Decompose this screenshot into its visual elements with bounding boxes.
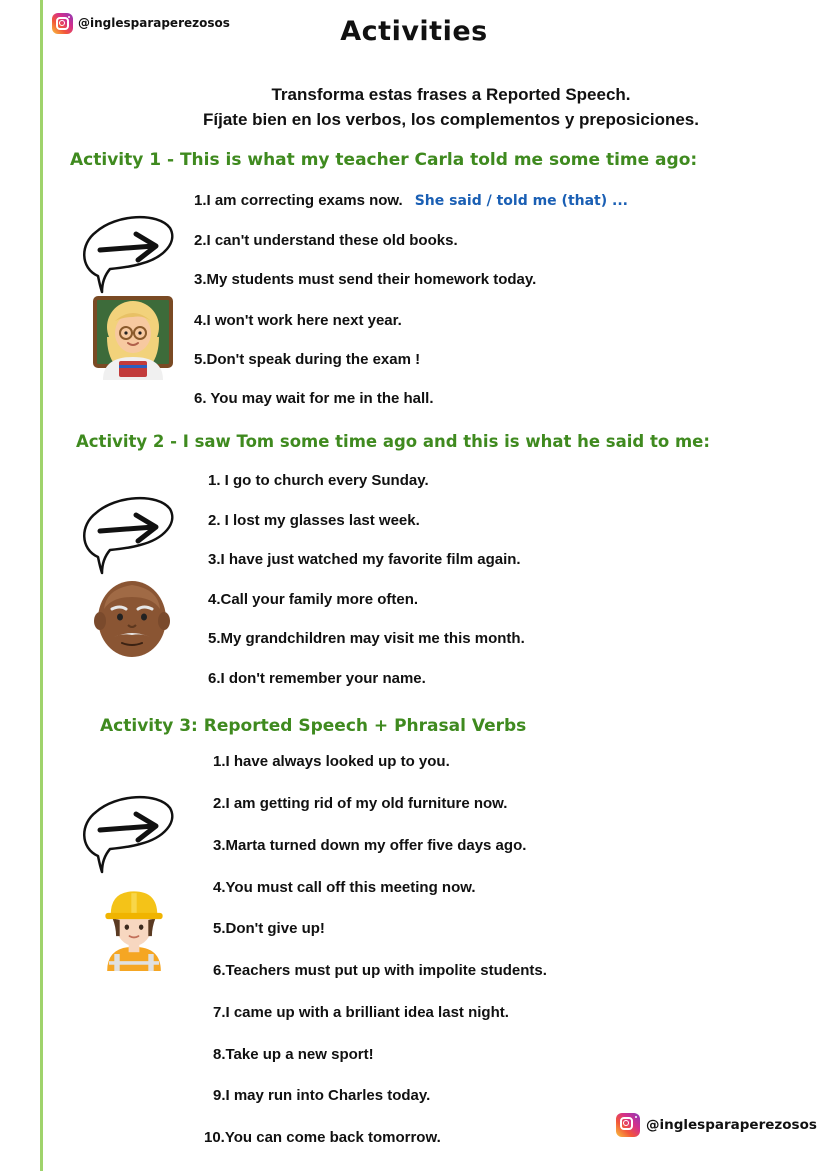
- activity-3-heading: Activity 3: Reported Speech + Phrasal Verbs: [100, 716, 527, 736]
- activity-3-item-3: 3.Marta turned down my offer five days ago.: [213, 837, 527, 854]
- activity-2-item-1: 1. I go to church every Sunday.: [208, 472, 429, 489]
- activity-1-item-4: 4.I won't work here next year.: [194, 312, 402, 329]
- activity-1-item-1: [194, 192, 628, 209]
- activity-3-item-10: 10.You can come back tomorrow.: [204, 1129, 441, 1146]
- activity-2-item-5: 5.My grandchildren may visit me this month.: [208, 630, 525, 647]
- activity-3-item-8: 8.Take up a new sport!: [213, 1046, 374, 1063]
- activity-2-item-2: 2. I lost my glasses last week.: [208, 512, 420, 529]
- page-title: Activities: [340, 16, 488, 47]
- activity-1-item-2: 2.I can't understand these old books.: [194, 232, 458, 249]
- activity-3-item-1: 1.I have always looked up to you.: [213, 753, 450, 770]
- activity-1-heading: Activity 1 - This is what my teacher Carla told me some time ago:: [70, 150, 698, 170]
- activity-3-item-4: 4.You must call off this meeting now.: [213, 879, 476, 896]
- activity-1-item-5: 5.Don't speak during the exam !: [194, 351, 421, 368]
- activity-3-item-9: 9.I may run into Charles today.: [213, 1087, 431, 1104]
- construction-worker-emoji-icon: [94, 886, 174, 971]
- activity-3-item-2: 2.I am getting rid of my old furniture now.: [213, 795, 508, 812]
- speech-bubble-arrow-icon: [78, 206, 178, 296]
- activity-2-item-3: 3.I have just watched my favorite film again.: [208, 551, 521, 568]
- activity-3-item-7: 7.I came up with a brilliant idea last night.: [213, 1004, 509, 1021]
- activity-2-item-6: 6.I don't remember your name.: [208, 670, 426, 687]
- speech-bubble-arrow-icon: [78, 786, 178, 876]
- activity-2-heading: Activity 2 - I saw Tom some time ago and this is what he said to me:: [76, 432, 710, 451]
- reported-speech-hint: She said / told me (that) ...: [414, 193, 628, 209]
- activity-2-item-4: 4.Call your family more often.: [208, 591, 419, 608]
- teacher-emoji-icon: [93, 295, 173, 380]
- old-man-emoji-icon: [92, 575, 172, 660]
- item-text: 1.I am correcting exams now.: [194, 192, 403, 209]
- activity-3-item-5: 5.Don't give up!: [213, 920, 325, 937]
- margin-line: [40, 0, 43, 1171]
- activity-3-item-6: 6.Teachers must put up with impolite students.: [213, 962, 547, 979]
- instruction-line-1: Transforma estas frases a Reported Speech.: [271, 85, 631, 104]
- instagram-handle: @inglesparaperezosos: [78, 16, 230, 30]
- activity-1-item-6: 6. You may wait for me in the hall.: [194, 390, 434, 407]
- speech-bubble-arrow-icon: [78, 487, 178, 577]
- instagram-icon: [616, 1113, 640, 1137]
- instruction-line-2: Fíjate bien en los verbos, los complementos y preposiciones.: [203, 110, 699, 129]
- activity-1-item-3: 3.My students must send their homework today.: [194, 271, 537, 288]
- instagram-handle-footer: @inglesparaperezosos: [646, 1117, 817, 1133]
